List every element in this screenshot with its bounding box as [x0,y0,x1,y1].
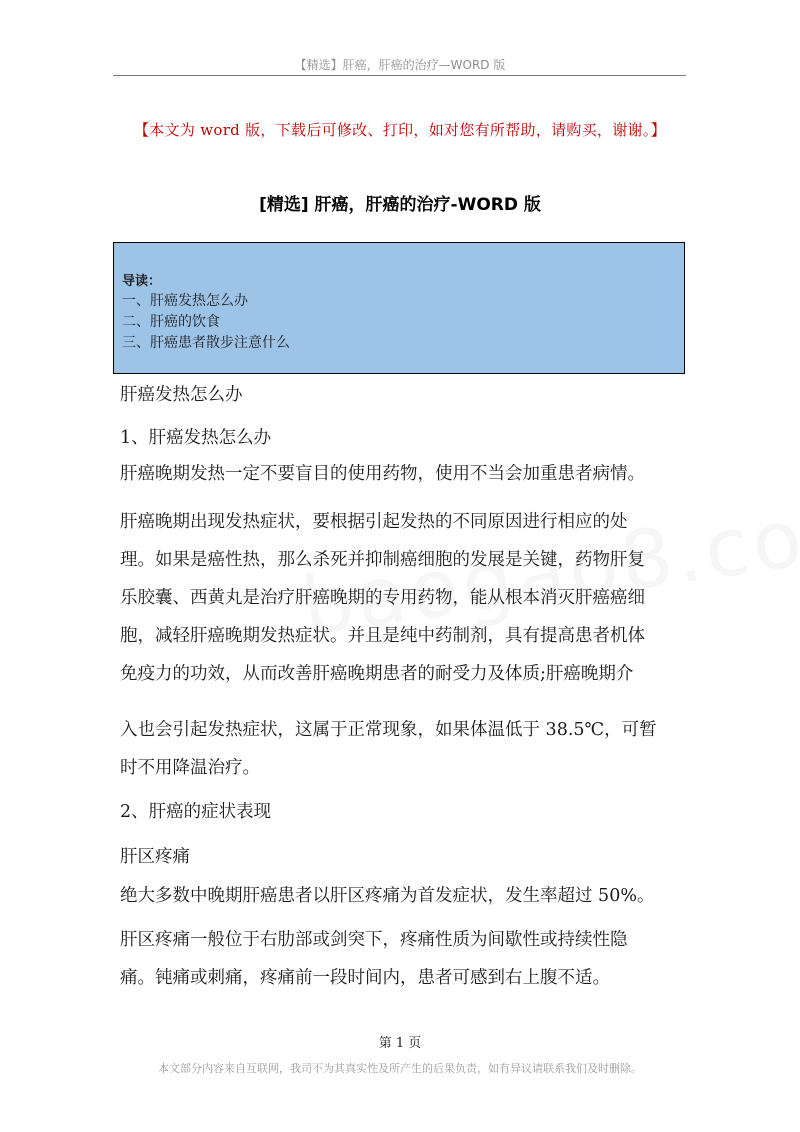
subsection-heading: 1、肝癌发热怎么办 [120,428,272,448]
body-line: 肝癌晚期发热一定不要盲目的使用药物，使用不当会加重患者病情。 [120,464,645,484]
body-line: 痛。钝痛或刺痛，疼痛前一段时间内，患者可感到右上腹不适。 [120,968,610,988]
body-line: 肝癌晚期出现发热症状，要根据引起发热的不同原因进行相应的处 [120,512,628,532]
guide-label: 导读： [122,274,162,289]
body-line: 绝大多数中晚期肝癌患者以肝区疼痛为首发症状，发生率超过 50%。 [120,886,655,906]
guide-box [113,242,685,374]
subsection-heading: 2、肝癌的症状表现 [120,802,272,822]
guide-item: 三、肝癌患者散步注意什么 [122,335,290,351]
document-title: [精选] 肝癌，肝癌的治疗-WORD 版 [259,195,541,215]
body-line: 胞，减轻肝癌晚期发热症状。并且是纯中药制剂，具有提高患者机体 [120,626,645,646]
body-line: 理。如果是癌性热，那么杀死并抑制癌细胞的发展是关键，药物肝复 [120,550,645,570]
body-line: 时不用降温治疗。 [120,758,260,778]
purchase-notice: 【本文为 word 版，下载后可修改、打印，如对您有所帮助，请购买，谢谢。】 [133,121,667,139]
body-line: 入也会引起发热症状，这属于正常现象，如果体温低于 38.5℃，可暂 [120,720,657,740]
guide-item: 一、肝癌发热怎么办 [122,293,248,309]
body-line: 乐胶囊、西黄丸是治疗肝癌晚期的专用药物，能从根本消灭肝癌癌细 [120,588,645,608]
body-line: 肝区疼痛一般位于右肋部或剑突下，疼痛性质为间歇性或持续性隐 [120,930,628,950]
body-line: 肝区疼痛 [120,847,190,867]
body-line: 免疫力的功效，从而改善肝癌晚期患者的耐受力及体质;肝癌晚期介 [120,664,634,684]
page-footer: 本文部分内容来自互联网，我司不为其真实性及所产生的后果负责，如有异议请联系我们及时删除。 [158,1062,642,1075]
section-heading: 肝癌发热怎么办 [120,385,243,405]
page-header: 【精选】肝癌，肝癌的治疗—WORD 版 [294,58,506,72]
page-number: 第 1 页 [378,1036,422,1051]
guide-item: 二、肝癌的饮食 [122,314,220,330]
header-rule [113,75,686,76]
